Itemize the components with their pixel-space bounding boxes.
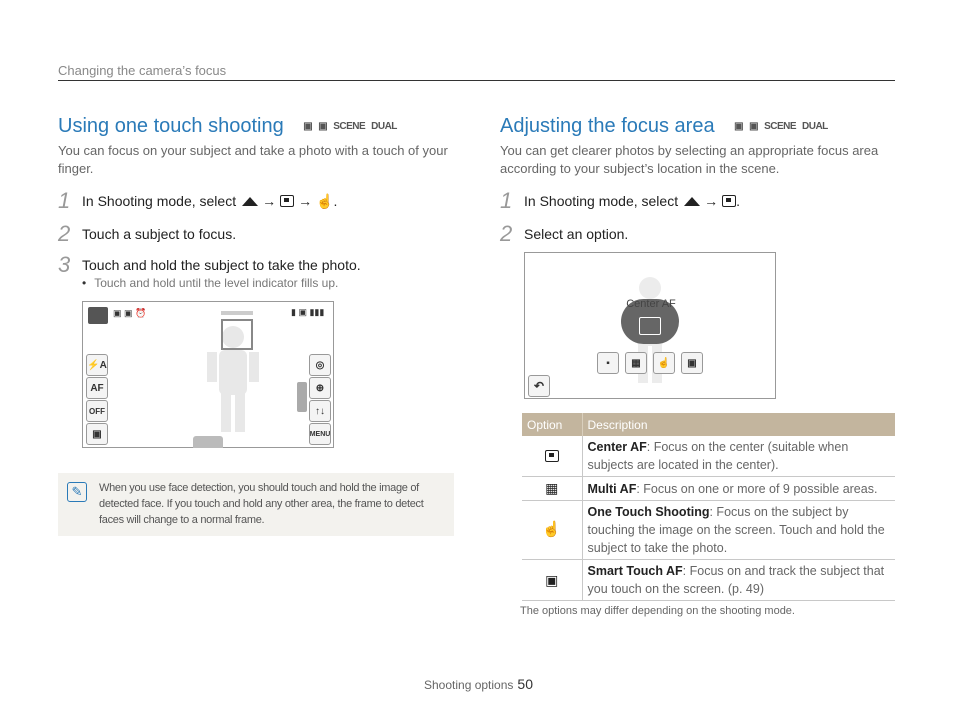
- metering-button[interactable]: ⊕: [309, 377, 331, 399]
- af-button[interactable]: AF: [86, 377, 108, 399]
- center-af-icon: [522, 436, 582, 477]
- focus-icon: [280, 195, 294, 207]
- center-af-label: Center AF: [626, 298, 676, 310]
- triangle-icon: [242, 197, 258, 206]
- col-header-option: Option: [522, 413, 582, 436]
- smart-touch-af-icon: ▣: [522, 560, 582, 601]
- program-icon: ▣: [749, 121, 759, 133]
- camera-mode-icon: [88, 307, 108, 324]
- ois-button[interactable]: ↑↓: [309, 400, 331, 422]
- smart-auto-icon: ▣: [303, 121, 313, 133]
- menu-button[interactable]: MENU: [309, 423, 331, 445]
- table-row: ☝ One Touch Shooting: Focus on the subject by touching the image on the screen. Touch and hold the subject to take the photo.: [522, 501, 895, 560]
- right-title-row: [500, 115, 828, 138]
- left-intro: You can focus on your subject and take a photo with a touch of your finger.: [58, 143, 448, 176]
- section-header: Changing the camera’s focus: [58, 63, 227, 78]
- one-touch-icon: ☝: [522, 501, 582, 560]
- multi-af-option[interactable]: ▦: [625, 352, 647, 374]
- one-touch-option[interactable]: ☝: [653, 352, 675, 374]
- focus-area-button[interactable]: ◎: [309, 354, 331, 376]
- footer-label: Shooting options: [424, 678, 514, 692]
- right-step-2: 2 Select an option.: [500, 221, 629, 246]
- focus-frame: [221, 319, 253, 350]
- multi-af-icon: ▦: [522, 477, 582, 501]
- left-title: Using one touch shooting: [58, 115, 284, 137]
- expand-tab[interactable]: [193, 436, 223, 448]
- triangle-icon: [684, 197, 700, 206]
- left-title-row: [58, 115, 397, 138]
- page-footer: [424, 676, 533, 692]
- left-step-2: 2 Touch a subject to focus.: [58, 221, 237, 246]
- right-title: Adjusting the focus area: [500, 115, 715, 137]
- display-button[interactable]: ▣: [86, 423, 108, 445]
- page-number: 50: [517, 676, 533, 692]
- col-header-description: Description: [582, 413, 895, 436]
- scene-icon: SCENE: [764, 121, 797, 133]
- left-mode-icons: [303, 121, 397, 132]
- left-bullet: • Touch and hold until the level indicator fills up.: [82, 276, 339, 290]
- focus-icon: [722, 195, 736, 207]
- options-table: [522, 413, 895, 601]
- program-icon: ▣: [318, 121, 328, 133]
- table-row: Center AF: Focus on the center (suitable when subjects are located in the center).: [522, 436, 895, 477]
- flash-button[interactable]: ⚡A: [86, 354, 108, 376]
- note-icon: ✎: [67, 482, 87, 502]
- camera-screen-left: [82, 301, 334, 448]
- dual-is-icon: DUAL: [802, 121, 828, 133]
- dual-is-icon: DUAL: [371, 121, 397, 133]
- smart-auto-icon: ▣: [734, 121, 744, 133]
- right-step-1: 1 In Shooting mode, select → .: [500, 188, 740, 213]
- status-icons: ▣ ▣ ⏰: [113, 308, 147, 318]
- timer-button[interactable]: OFF: [86, 400, 108, 422]
- left-step-3: 3 Touch and hold the subject to take the photo.: [58, 252, 361, 277]
- right-mode-icons: [734, 121, 828, 132]
- back-button[interactable]: ↶: [528, 375, 550, 397]
- note-text: When you use face detection, you should touch and hold the image of detected face. If you touch and hold any other area, the frame to detect faces will change to a normal frame.: [99, 482, 424, 526]
- scene-icon: SCENE: [333, 121, 366, 133]
- smart-touch-af-option[interactable]: ▣: [681, 352, 703, 374]
- center-af-option[interactable]: ▪: [597, 352, 619, 374]
- left-step-1: 1 In Shooting mode, select → → ☝ .: [58, 188, 338, 213]
- touch-hand-icon: ☝: [316, 192, 334, 209]
- table-row: ▦ Multi AF: Focus on one or more of 9 possible areas.: [522, 477, 895, 501]
- battery-icon: ▮ ▣ ▮▮▮: [291, 307, 325, 317]
- right-intro: You can get clearer photos by selecting an appropriate focus area according to your subject’s location in the scene.: [500, 143, 879, 176]
- header-divider: [58, 80, 895, 81]
- center-af-icon: [639, 317, 661, 335]
- panel-tab[interactable]: [297, 382, 307, 412]
- camera-screen-right: [524, 252, 776, 399]
- table-row: ▣ Smart Touch AF: Focus on and track the subject that you touch on the screen. (p. 49): [522, 560, 895, 601]
- table-note: The options may differ depending on the shooting mode.: [520, 605, 795, 617]
